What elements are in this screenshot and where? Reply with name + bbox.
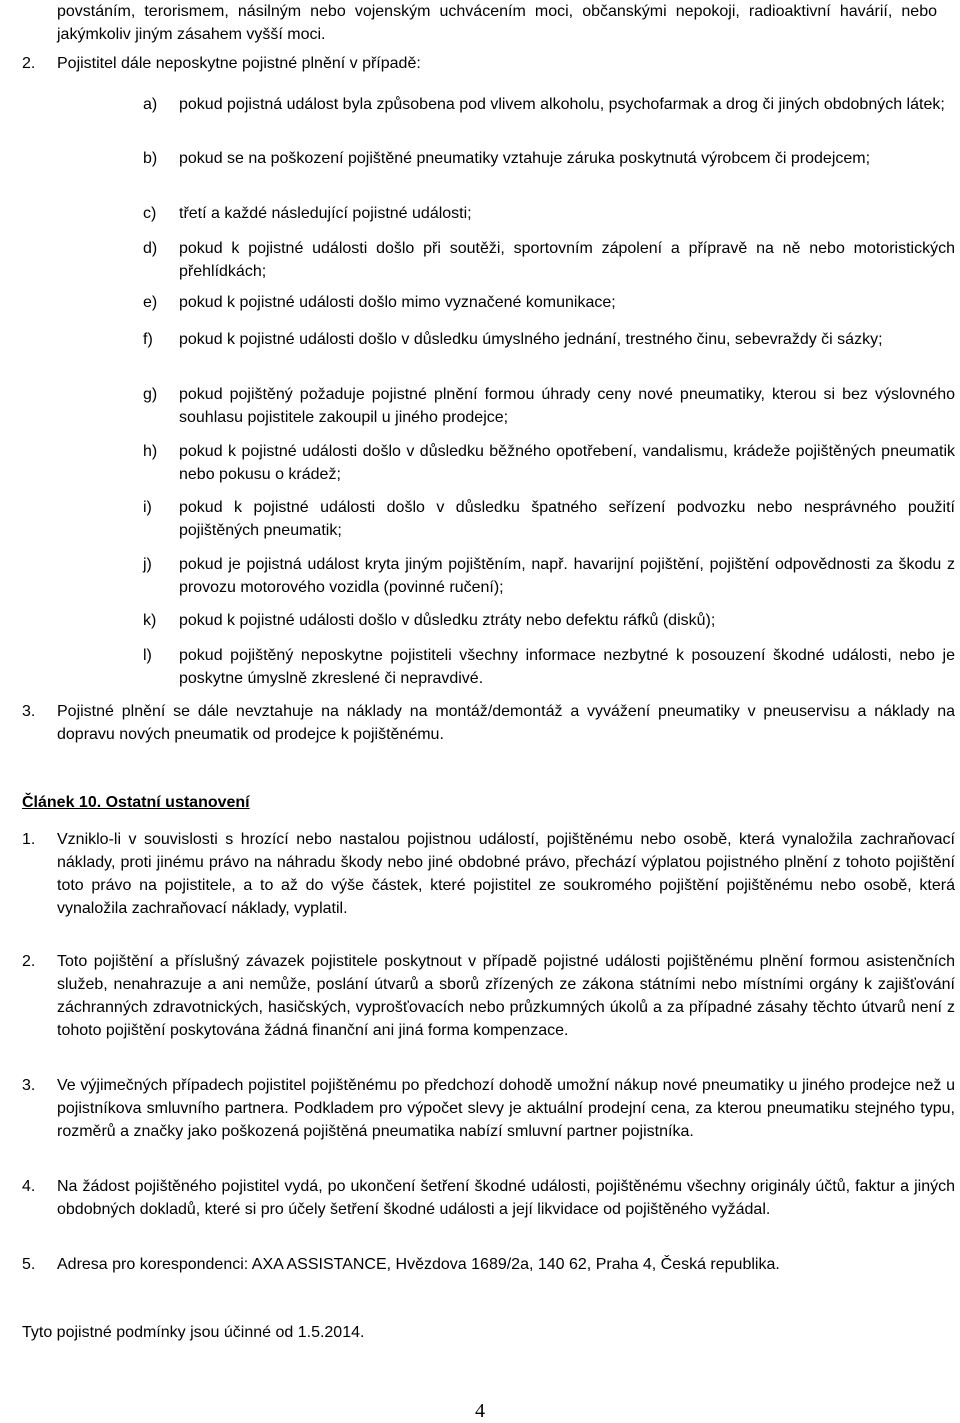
page-number: 4 [475,1400,485,1422]
item-label: i) [143,499,152,516]
point-3-number: 3. [22,703,36,720]
item-label: j) [143,556,152,573]
paragraph-text: Na žádost pojištěného pojistitel vydá, po ukončení šetření škodné události, pojištěnému všechny originály účtů, faktur a jiných obdobných dokladů, které si pro účely šetření škodné události a její likvidace od pojištěného vyžádal. [57,1178,955,1218]
item-label: f) [143,331,153,348]
item-text: pokud k pojistné události došlo v důsledku špatného seřízení podvozku nebo nesprávného použití pojištěných pneumatik; [179,499,955,539]
item-text: pokud k pojistné události došlo v důsledku ztráty nebo defektu ráfků (disků); [179,612,716,629]
item-label: l) [143,647,152,664]
article-10-heading: Článek 10. Ostatní ustanovení [22,794,250,811]
item-text: pokud k pojistné události došlo v důsledku běžného opotřebení, vandalismu, krádeže pojištěných pneumatik nebo pokusu o krádež; [179,443,955,483]
intro-continuation: povstáním, terorismem, násilným nebo vojenským uchvácením moci, občanskými nepokoji, radioaktivní havárií, nebo jakýmkoliv jiným zásahem vyšší moci. [57,3,937,43]
item-text: pokud k pojistné události došlo v důsledku úmyslného jednání, trestného činu, sebevraždy či sázky; [179,331,883,348]
item-label: e) [143,294,158,311]
paragraph-number: 2. [22,953,36,970]
item-label: h) [143,443,158,460]
item-label: g) [143,386,158,403]
item-text: pokud k pojistné události došlo mimo vyznačené komunikace; [179,294,616,311]
item-label: a) [143,96,158,113]
effective-date-note: Tyto pojistné podmínky jsou účinné od 1.5.2014. [22,1324,365,1341]
item-text: pokud se na poškození pojištěné pneumatiky vztahuje záruka poskytnutá výrobcem či prodejcem; [179,150,871,167]
item-label: k) [143,612,157,629]
item-text: pokud k pojistné události došlo při soutěži, sportovním zápolení a přípravě na ně nebo motoristických přehlídkách; [179,240,955,280]
item-label: d) [143,240,158,257]
point-3-text: Pojistné plnění se dále nevztahuje na náklady na montáž/demontáž a vyvážení pneumatiky v pneuservisu a náklady na dopravu nových pneumatik od prodejce k pojištěnému. [57,703,955,743]
paragraph-text: Vzniklo-li v souvislosti s hrozící nebo nastalou pojistnou událostí, pojištěnému nebo osobě, která vynaložila zachraňovací náklady, proti jinému právo na náhradu škody nebo jiné obdobné právo, přechází výplatou pojistného plnění z tohoto pojištění toto právo na pojistitele, a to až do výše částek, které pojistitel ze soukromého pojištění pojištěnému nebo osobě, která vynaložila zachraňovací náklady, vyplatil. [57,831,955,917]
item-text: pokud pojištěný neposkytne pojistiteli všechny informace nezbytné k posouzení škodné události, nebo je poskytne úmyslně zkreslené či nepravdivé. [179,647,955,687]
paragraph-text: Toto pojištění a příslušný závazek pojistitele poskytnout v případě pojistné události pojištěnému plnění formou asistenčních služeb, nenahrazuje a ani nemůže, poslání útvarů a sborů zřízených ze zákona státními nebo místními orgány k zajišťování záchranných zdravotnických, hasičských, vyprošťovacích nebo průzkumných úkolů a za případné zásahy těchto útvarů není z tohoto pojištění poskytována žádná finanční ani jiná forma kompenzace. [57,953,955,1039]
paragraph-number: 4. [22,1178,36,1195]
item-text: třetí a každé následující pojistné události; [179,205,472,222]
paragraph-text: Ve výjimečných případech pojistitel pojištěnému po předchozí dohodě umožní nákup nové pneumatiky u jiného prodejce než u pojistníkova smluvního partnera. Podkladem pro výpočet slevy je aktuální prodejní cena, za kterou pneumatiku stejného typu, rozměrů a značky jako poškozená pojištěná pneumatika nabízí smluvní partner pojistníka. [57,1077,955,1140]
item-text: pokud pojistná událost byla způsobena pod vlivem alkoholu, psychofarmak a drog či jiných obdobných látek; [179,96,945,113]
paragraph-number: 1. [22,831,36,848]
point-2-text: Pojistitel dále neposkytne pojistné plnění v případě: [57,55,421,72]
paragraph-number: 5. [22,1256,36,1273]
paragraph-text: Adresa pro korespondenci: AXA ASSISTANCE, Hvězdova 1689/2a, 140 62, Praha 4, Česká republika. [57,1256,780,1273]
point-2-number: 2. [22,55,36,72]
item-label: b) [143,150,158,167]
paragraph-number: 3. [22,1077,36,1094]
item-label: c) [143,205,157,222]
item-text: pokud pojištěný požaduje pojistné plnění formou úhrady ceny nové pneumatiky, kterou si bez výslovného souhlasu pojistitele zakoupil u jiného prodejce; [179,386,955,426]
item-text: pokud je pojistná událost kryta jiným pojištěním, např. havarijní pojištění, pojištění odpovědnosti za škodu z provozu motorového vozidla (povinné ručení); [179,556,955,596]
